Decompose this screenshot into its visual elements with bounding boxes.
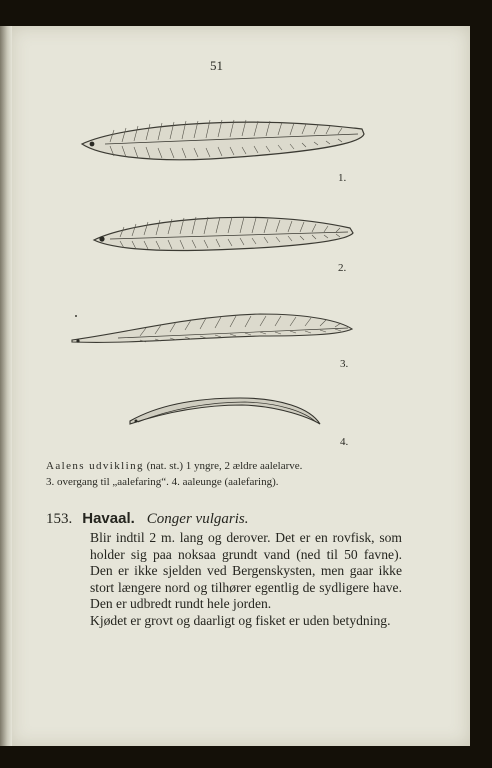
species-name: Havaal. [82, 510, 135, 527]
figure-caption [46, 458, 446, 490]
figure-3-transition [72, 314, 352, 343]
figure-3-label: 3. [340, 358, 349, 370]
figure-4-label: 4. [340, 436, 349, 448]
figure-4-young-eel [130, 398, 320, 424]
species-description [90, 530, 402, 630]
paragraph-2: Kjødet er grovt og daarligt og fisket er uden betydning. [90, 612, 391, 628]
page-fold-edge [0, 26, 12, 746]
figure-1-larva [82, 120, 364, 160]
figure-1-label: 1. [338, 172, 347, 184]
book-page [10, 26, 470, 746]
caption-line-2: 3. overgang til „aalefaring“. 4. aaleunge (aalefaring). [46, 476, 279, 488]
caption-line-1-rest: (nat. st.) 1 yngre, 2 ældre aalelarve. [146, 460, 303, 472]
figure-2-larva [94, 217, 353, 251]
page-number: 51 [210, 58, 223, 73]
paragraph-1: Blir indtil 2 m. lang og derover. Det er en rovfisk, som holder sig paa noksaa grundt vand (ned til 50 favne). Den er ikke sjelden ved Bergenskysten, men gaar ikke stort længere nord og tilhører egentlig de sydligere have. Den er udbredt rundt hele jorden. [90, 530, 402, 612]
caption-title: Aalens udvikling [46, 460, 144, 472]
species-number: 153. [46, 511, 73, 527]
species-latin-name: Conger vulgaris. [146, 511, 249, 527]
species-heading [46, 510, 446, 528]
eel-development-illustration [10, 26, 470, 456]
caption-line-1 [46, 458, 446, 474]
figure-2-label: 2. [338, 262, 347, 274]
